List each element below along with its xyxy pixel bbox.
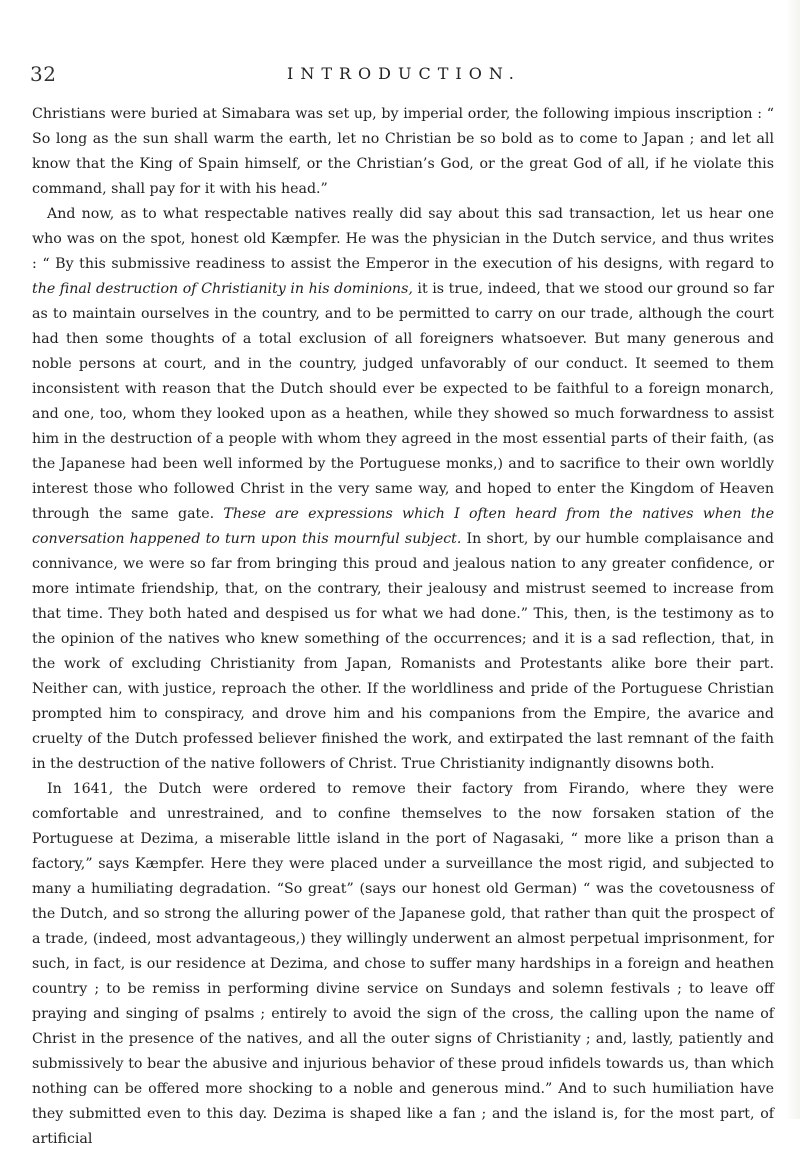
paragraph-2 (32, 202, 774, 777)
page-header (32, 62, 776, 86)
page-number: 32 (30, 62, 57, 86)
paragraph-1 (32, 102, 774, 202)
page-edge-shadow (786, 0, 800, 1119)
running-head: INTRODUCTION. (287, 64, 521, 83)
paragraph-2-text-c: In short, by our humble complaisance and connivance, we were so far from bringing this proud and jealous nation to any greater confidence, or more intimate friendship, that, on the contrary, their jealousy and mistrust seemed to increase from that time. They both hated and despised us for what we had done.” This, then, is the testimony as to the opinion of the natives who knew something of the occurrences; and it is a sad reflection, that, in the work of excluding Christianity from Japan, Romanists and Protestants alike bore their part. Neither can, with justice, reproach the other. If the worldliness and pride of the Portuguese Christian prompted him to conspiracy, and drove him and his companions from the Empire, the avarice and cruelty of the Dutch professed believer finished the work, and extirpated the last remnant of the faith in the destruction of the native followers of Christ. True Christianity indignantly disowns both. (32, 531, 774, 772)
paragraph-1-text: Christians were buried at Simabara was set up, by imperial order, the following impious inscription : “ So long as the sun shall warm the earth, let no Christian be so bold as to come to Japan ; and let all know that the King of Spain himself, or the Christian’s God, or the great God of all, if he violate this command, shall pay for it with his head.” (32, 106, 774, 197)
paragraph-2-italic-b: These are expressions which I often heard from the natives when the conversation happened to turn upon this mournful subject. (32, 506, 774, 547)
paragraph-2-text-b: it is true, indeed, that we stood our ground so far as to maintain ourselves in the country, and to be permitted to carry on our trade, although the court had then some thoughts of a total exclusion of all foreigners whatsoever. But many generous and noble persons at court, and in the country, judged unfavorably of our conduct. It seemed to them inconsistent with reason that the Dutch should ever be expected to be faithful to a foreign monarch, and one, too, whom they looked upon as a heathen, while they showed so much forwardness to assist him in the destruction of a people with whom they agreed in the most essential parts of their faith, (as the Japanese had been well informed by the Portuguese monks,) and to sacrifice to their own worldly interest those who followed Christ in the very same way, and hoped to enter the Kingdom of Heaven through the same gate. (32, 281, 774, 522)
paragraph-3-text: In 1641, the Dutch were ordered to remove their factory from Firando, where they were comfortable and unrestrained, and to confine themselves to the now forsaken station of the Portuguese at Dezima, a miserable little island in the port of Nagasaki, “ more like a prison than a factory,” says Kæmpfer. Here they were placed under a surveillance the most rigid, and subjected to many a humiliating degradation. “So great” (says our honest old German) “ was the covetousness of the Dutch, and so strong the alluring power of the Japanese gold, that rather than quit the prospect of a trade, (indeed, most advantageous,) they willingly underwent an almost perpetual imprisonment, for such, in fact, is our residence at Dezima, and chose to suffer many hardships in a foreign and heathen country ; to be remiss in performing divine service on Sundays and solemn festivals ; to leave off praying and singing of psalms ; entirely to avoid the sign of the cross, the calling upon the name of Christ in the presence of the natives, and all the outer signs of Christianity ; and, lastly, patiently and submissively to bear the abusive and injurious behavior of these proud infidels towards us, than which nothing can be offered more shocking to a noble and generous mind.” And to such humiliation have they submitted even to this day. Dezima is shaped like a fan ; and the island is, for the most part, of artificial (32, 781, 774, 1147)
paragraph-2-text-a: And now, as to what respectable natives really did say about this sad transaction, let us hear one who was on the spot, honest old Kæmpfer. He was the physician in the Dutch service, and thus writes : “ By this submissive readiness to assist the Emperor in the execution of his designs, with regard to (32, 206, 774, 272)
book-page (30, 0, 776, 1147)
paragraph-2-italic-a: the final destruction of Christianity in his dominions, (32, 281, 413, 297)
paragraph-3 (32, 777, 774, 1152)
body-text (32, 102, 774, 1152)
